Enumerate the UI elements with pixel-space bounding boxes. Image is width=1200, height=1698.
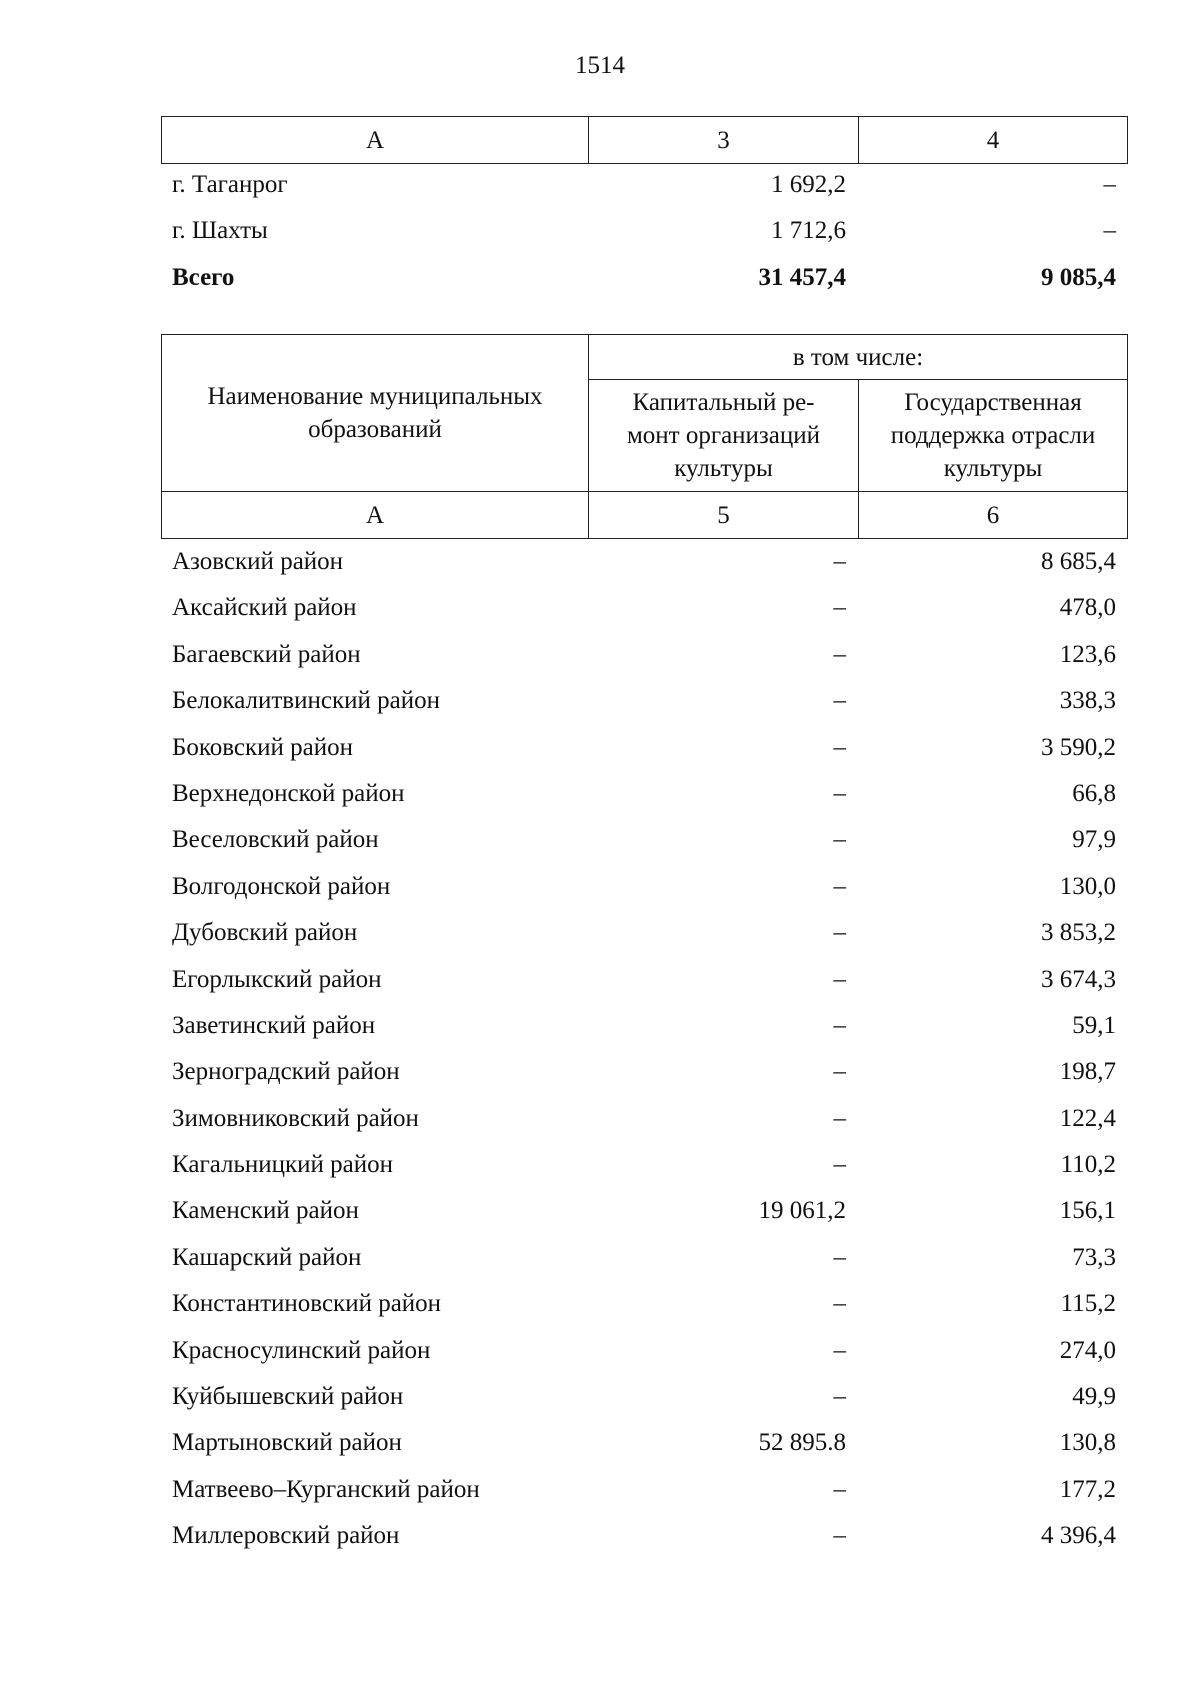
table2-header-col-5: Капитальный ре-монт организаций культуры (589, 380, 859, 492)
table1-header-col-a: А (162, 117, 589, 164)
row-col-6: 4 396,4 (1041, 1522, 1116, 1550)
table2-body (161, 540, 1127, 1561)
table-row (161, 1375, 1127, 1421)
row-col-5: – (833, 1475, 846, 1503)
row-col-5: – (833, 1522, 846, 1550)
row-col-6: 3 674,3 (1041, 965, 1116, 993)
page-number: 1514 (575, 52, 625, 79)
row-name: Всего (172, 263, 235, 291)
row-name: Белокалитвинский район (172, 687, 440, 715)
row-col-5: – (833, 640, 846, 668)
row-col-6: 130,8 (1059, 1429, 1116, 1457)
table-row-total (161, 256, 1127, 302)
table-row (161, 633, 1127, 679)
row-col-5: – (833, 1058, 846, 1086)
row-col-6: 130,0 (1059, 872, 1116, 900)
row-col-5: – (833, 965, 846, 993)
row-name: Аксайский район (172, 594, 357, 622)
row-col-4: – (1103, 217, 1116, 245)
table-row (161, 1282, 1127, 1328)
table-row (161, 1468, 1127, 1514)
row-col-5: – (833, 1336, 846, 1364)
table1-header-col-3: 3 (589, 117, 859, 164)
row-name: Зимовниковский район (172, 1104, 419, 1132)
table1-header-col-4: 4 (859, 117, 1128, 164)
row-col-5: – (833, 548, 846, 575)
table-row (161, 1514, 1127, 1560)
row-col-6: 478,0 (1059, 594, 1116, 622)
row-col-5: – (833, 733, 846, 761)
table-row (161, 911, 1127, 957)
table1-body (161, 163, 1127, 302)
table2-header (161, 334, 1128, 539)
table-row (161, 209, 1127, 255)
table-row (161, 865, 1127, 911)
row-name: Верхнедонской район (172, 779, 405, 807)
row-col-5: – (833, 919, 846, 947)
row-name: Миллеровский район (172, 1522, 400, 1550)
table-row (161, 1097, 1127, 1143)
table-row (161, 540, 1127, 586)
row-name: Заветинский район (172, 1011, 376, 1039)
row-name: Егорлыкский район (172, 965, 382, 993)
row-name: Кашарский район (172, 1243, 362, 1271)
row-col-5: – (833, 1011, 846, 1039)
row-col-5: – (833, 1243, 846, 1271)
table2-header-group: в том числе: (589, 335, 1128, 380)
table-row (161, 772, 1127, 818)
row-col-5: – (833, 1290, 846, 1318)
row-col-5: – (833, 1104, 846, 1132)
row-name: Кагальницкий район (172, 1151, 394, 1179)
row-col-6: 115,2 (1060, 1290, 1116, 1318)
table-row (161, 1329, 1127, 1375)
row-name: Зерноградский район (172, 1058, 400, 1086)
table-row (161, 726, 1127, 772)
row-name: Матвеево–Курганский район (172, 1475, 480, 1503)
row-col-6: 66,8 (1072, 779, 1116, 807)
row-col-6: 122,4 (1059, 1104, 1116, 1132)
table2-header-num-a: А (162, 492, 589, 539)
row-name: Дубовский район (172, 919, 358, 947)
row-col-5: 19 061,2 (758, 1197, 846, 1225)
row-col-6: 274,0 (1059, 1336, 1116, 1364)
row-col-5: – (833, 1151, 846, 1179)
row-name: Багаевский район (172, 640, 361, 668)
row-name: Азовский район (172, 548, 344, 575)
table2-header-col-6: Государственная поддержка отрасли культуры (859, 380, 1128, 492)
row-col-6: 3 590,2 (1041, 733, 1116, 761)
table-row (161, 163, 1127, 209)
row-name: Куйбышевский район (172, 1383, 404, 1411)
row-col-6: 123,6 (1059, 640, 1116, 668)
row-col-6: 110,2 (1060, 1151, 1116, 1179)
table-row (161, 679, 1127, 725)
row-col-6: 338,3 (1059, 687, 1116, 715)
row-name: г. Шахты (172, 217, 268, 245)
table-row (161, 1421, 1127, 1467)
row-col-3: 1 692,2 (771, 171, 846, 198)
row-col-6: 49,9 (1072, 1383, 1116, 1411)
row-name: Мартыновский район (172, 1429, 402, 1457)
table2-header-num-5: 5 (589, 492, 859, 539)
row-name: Веселовский район (172, 826, 379, 854)
row-col-6: 73,3 (1072, 1243, 1116, 1271)
row-col-5: – (833, 872, 846, 900)
table2-header-name-col: Наименование муниципальных образований (162, 335, 589, 492)
row-col-5: – (833, 687, 846, 715)
row-col-5: – (833, 826, 846, 854)
row-col-5: – (833, 594, 846, 622)
row-name: Константиновский район (172, 1290, 442, 1318)
table-row (161, 586, 1127, 632)
row-name: Красносулинский район (172, 1336, 431, 1364)
table-row (161, 1236, 1127, 1282)
row-col-3: 31 457,4 (758, 263, 846, 291)
row-col-5: – (833, 1383, 846, 1411)
row-col-6: 59,1 (1072, 1011, 1116, 1039)
table-row (161, 1004, 1127, 1050)
row-name: г. Таганрог (172, 171, 288, 198)
row-col-4: 9 085,4 (1041, 263, 1116, 291)
table1-header (161, 116, 1128, 164)
table-row (161, 818, 1127, 864)
row-col-6: 8 685,4 (1041, 548, 1116, 575)
row-name: Боковский район (172, 733, 353, 761)
row-col-6: 3 853,2 (1041, 919, 1116, 947)
table2-header-num-6: 6 (859, 492, 1128, 539)
row-col-5: 52 895.8 (758, 1429, 846, 1457)
row-name: Каменский район (172, 1197, 359, 1225)
row-name: Волгодонской район (172, 872, 391, 900)
row-col-3: 1 712,6 (771, 217, 846, 245)
row-col-6: 156,1 (1059, 1197, 1116, 1225)
table-row (161, 1143, 1127, 1189)
table-row (161, 958, 1127, 1004)
row-col-4: – (1103, 171, 1116, 198)
row-col-6: 198,7 (1059, 1058, 1116, 1086)
table-row (161, 1050, 1127, 1096)
row-col-5: – (833, 779, 846, 807)
row-col-6: 177,2 (1059, 1475, 1116, 1503)
table-row (161, 1189, 1127, 1235)
row-col-6: 97,9 (1072, 826, 1116, 854)
